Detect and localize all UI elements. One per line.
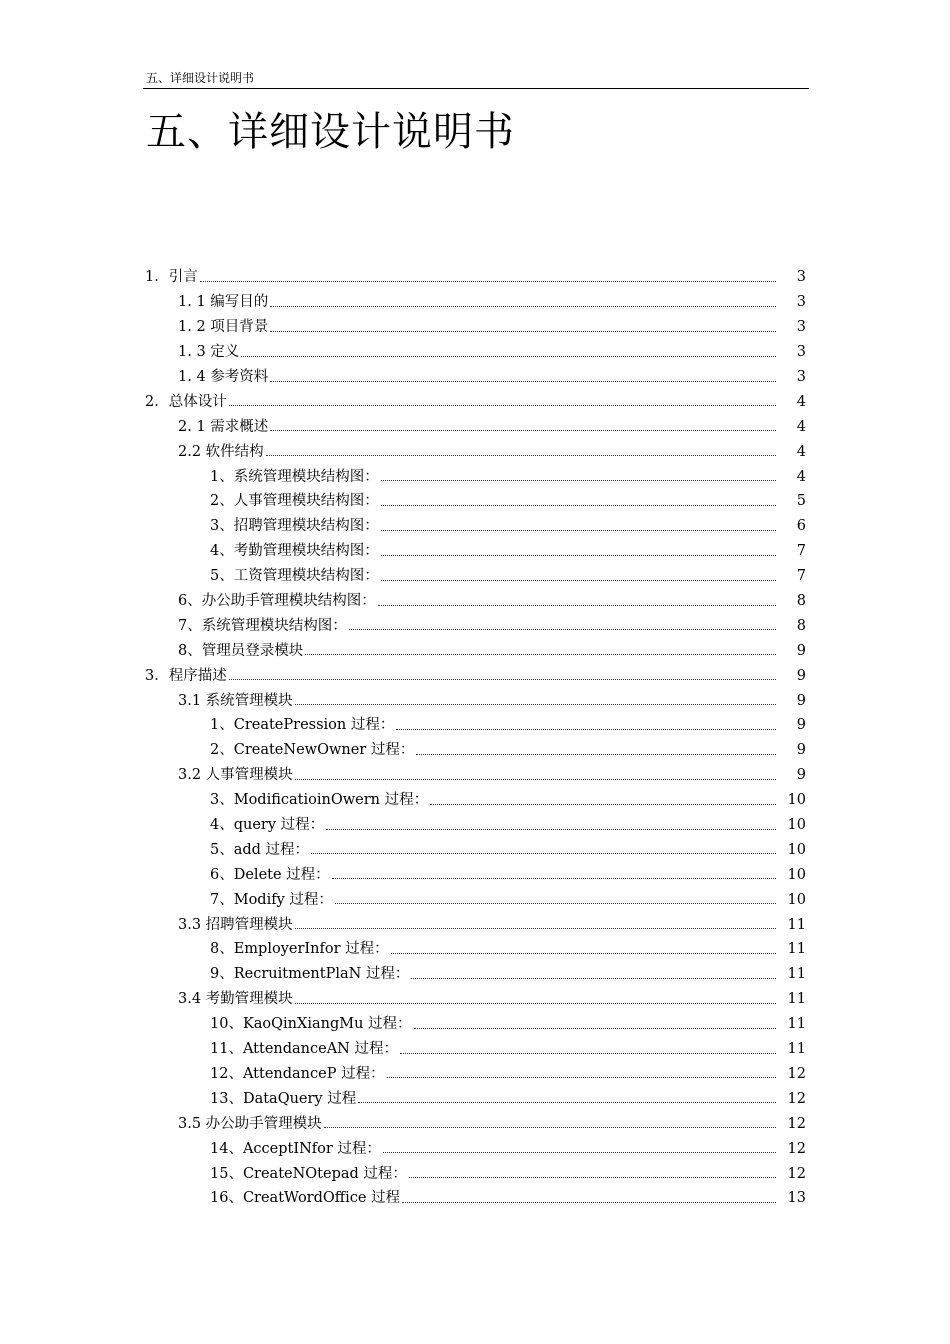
toc-entry-label: 3、招聘管理模块结构图：	[210, 518, 379, 535]
toc-entry-page-number: 12	[787, 1165, 806, 1182]
toc-dot-leader	[270, 369, 776, 382]
toc-entry[interactable]	[0, 1161, 950, 1186]
toc-entry[interactable]	[0, 1111, 950, 1136]
toc-entry[interactable]	[0, 788, 950, 813]
toc-entry-label: 2. 1 需求概述	[178, 418, 269, 435]
toc-entry-label: 2、CreateNewOwner 过程：	[210, 742, 415, 759]
toc-dot-leader	[383, 1140, 776, 1153]
toc-entry-label: 2．总体设计	[145, 393, 227, 410]
toc-entry-label: 8、管理员登录模块	[178, 642, 304, 659]
toc-entry[interactable]	[0, 389, 950, 414]
toc-dot-leader	[358, 1090, 776, 1103]
toc-entry-label: 4、query 过程：	[210, 817, 325, 834]
toc-entry-page-number: 11	[787, 916, 806, 933]
toc-dot-leader	[391, 941, 776, 954]
toc-entry-label: 3.5 办公助手管理模块	[178, 1115, 322, 1132]
toc-entry[interactable]	[0, 514, 950, 539]
toc-entry-label: 3．程序描述	[145, 667, 227, 684]
toc-entry-label: 2.2 软件结构	[178, 443, 264, 460]
toc-dot-leader	[381, 518, 776, 531]
toc-entry[interactable]	[0, 315, 950, 340]
toc-dot-leader	[270, 294, 776, 307]
toc-dot-leader	[381, 568, 776, 581]
toc-dot-leader	[381, 468, 776, 481]
toc-entry-page-number: 12	[787, 1065, 806, 1082]
toc-entry[interactable]	[0, 613, 950, 638]
toc-entry-label: 6、办公助手管理模块结构图：	[178, 593, 376, 610]
toc-entry-page-number: 9	[796, 642, 806, 659]
toc-entry-page-number: 10	[787, 841, 806, 858]
toc-dot-leader	[326, 817, 776, 830]
toc-entry-label: 5、add 过程：	[210, 841, 310, 858]
toc-entry-page-number: 11	[787, 966, 806, 983]
toc-entry-page-number: 10	[787, 792, 806, 809]
toc-entry-label: 14、AcceptINfor 过程：	[210, 1140, 381, 1157]
toc-entry[interactable]	[0, 1037, 950, 1062]
toc-dot-leader	[295, 767, 776, 780]
toc-entry-label: 10、KaoQinXiangMu 过程：	[210, 1016, 412, 1033]
toc-entry-label: 7、Modify 过程：	[210, 891, 333, 908]
table-of-contents	[0, 265, 950, 1211]
toc-entry-page-number: 3	[796, 319, 806, 336]
toc-dot-leader	[229, 393, 776, 406]
toc-entry-label: 1．引言	[145, 269, 198, 286]
toc-entry-page-number: 3	[796, 344, 806, 361]
toc-entry[interactable]	[0, 414, 950, 439]
toc-entry-page-number: 3	[796, 369, 806, 385]
toc-entry[interactable]	[0, 1136, 950, 1161]
toc-dot-leader	[335, 891, 776, 904]
toc-entry-page-number: 4	[796, 468, 806, 485]
toc-dot-leader	[241, 344, 776, 357]
toc-dot-leader	[414, 1016, 776, 1029]
toc-dot-leader	[332, 866, 776, 879]
toc-entry-page-number: 4	[796, 418, 806, 435]
document-title: 五、详细设计说明书	[146, 109, 515, 155]
toc-entry-label: 7、系统管理模块结构图：	[178, 617, 347, 634]
toc-dot-leader	[324, 1115, 776, 1128]
toc-dot-leader	[378, 593, 776, 606]
toc-entry-page-number: 11	[787, 1016, 806, 1033]
toc-entry-page-number: 5	[796, 493, 806, 510]
toc-entry-label: 15、CreateNOtepad 过程：	[210, 1165, 407, 1182]
toc-entry[interactable]	[0, 738, 950, 763]
toc-entry[interactable]	[0, 688, 950, 713]
toc-entry-page-number: 9	[796, 717, 806, 734]
toc-entry-label: 6、Delete 过程：	[210, 866, 330, 883]
toc-entry[interactable]	[0, 713, 950, 738]
toc-entry-page-number: 7	[796, 568, 806, 585]
toc-entry[interactable]	[0, 663, 950, 688]
toc-dot-leader	[200, 269, 776, 282]
toc-entry[interactable]	[0, 439, 950, 464]
toc-dot-leader	[400, 1041, 776, 1054]
toc-entry-label: 12、AttendanceP 过程：	[210, 1065, 385, 1082]
toc-dot-leader	[416, 742, 776, 755]
toc-entry[interactable]	[0, 962, 950, 987]
toc-entry-page-number: 9	[796, 667, 806, 684]
toc-entry-label: 1. 1 编写目的	[178, 294, 269, 311]
toc-entry-label: 11、AttendanceAN 过程：	[210, 1041, 398, 1058]
toc-dot-leader	[396, 717, 776, 730]
toc-entry[interactable]	[0, 638, 950, 663]
toc-entry-page-number: 12	[787, 1115, 806, 1132]
toc-entry-label: 1. 2 项目背景	[178, 319, 269, 336]
toc-entry-page-number: 11	[787, 991, 806, 1008]
toc-entry[interactable]	[0, 464, 950, 489]
toc-entry-page-number: 3	[796, 294, 806, 311]
toc-entry[interactable]	[0, 862, 950, 887]
toc-entry-label: 3.1 系统管理模块	[178, 692, 293, 709]
toc-entry-page-number: 8	[796, 593, 806, 610]
toc-entry-label: 5、工资管理模块结构图：	[210, 568, 379, 585]
toc-entry[interactable]	[0, 837, 950, 862]
toc-entry-page-number: 10	[787, 891, 806, 908]
toc-entry-label: 1. 4 参考资料	[178, 369, 269, 385]
toc-dot-leader	[270, 319, 776, 332]
running-header: 五、详细设计说明书	[146, 71, 255, 85]
toc-entry[interactable]	[0, 489, 950, 514]
toc-entry-page-number: 4	[796, 393, 806, 410]
toc-dot-leader	[387, 1065, 776, 1078]
toc-entry-page-number: 10	[787, 866, 806, 883]
toc-entry-page-number: 8	[796, 617, 806, 634]
toc-entry[interactable]	[0, 1186, 950, 1211]
toc-entry[interactable]	[0, 1012, 950, 1037]
toc-entry-label: 2、人事管理模块结构图：	[210, 493, 379, 510]
toc-dot-leader	[295, 991, 776, 1004]
toc-entry[interactable]	[0, 1062, 950, 1087]
toc-dot-leader	[270, 418, 776, 431]
toc-dot-leader	[266, 443, 776, 456]
toc-entry-page-number: 9	[796, 692, 806, 709]
toc-dot-leader	[430, 792, 776, 805]
toc-entry-label: 3.3 招聘管理模块	[178, 916, 293, 933]
toc-entry-page-number: 7	[796, 543, 806, 560]
toc-entry[interactable]	[0, 1086, 950, 1111]
toc-dot-leader	[381, 493, 776, 506]
toc-entry[interactable]	[0, 539, 950, 564]
toc-entry-page-number: 10	[787, 817, 806, 834]
toc-dot-leader	[349, 617, 776, 630]
toc-dot-leader	[305, 642, 776, 655]
toc-entry-label: 4、考勤管理模块结构图：	[210, 543, 379, 560]
toc-dot-leader	[381, 543, 776, 556]
toc-entry-page-number: 9	[796, 742, 806, 759]
toc-entry-page-number: 13	[787, 1190, 806, 1207]
toc-entry[interactable]	[0, 912, 950, 937]
toc-entry[interactable]	[0, 589, 950, 614]
toc-entry-label: 1、CreatePression 过程：	[210, 717, 395, 734]
toc-entry-page-number: 12	[787, 1090, 806, 1107]
toc-entry-label: 16、CreatWordOffice 过程	[210, 1190, 401, 1207]
toc-dot-leader	[229, 667, 776, 680]
toc-entry-page-number: 11	[787, 1041, 806, 1058]
toc-entry-label: 9、RecruitmentPlaN 过程：	[210, 966, 410, 983]
toc-entry-label: 8、EmployerInfor 过程：	[210, 941, 389, 958]
toc-entry[interactable]	[0, 340, 950, 365]
toc-entry-label: 1、系统管理模块结构图：	[210, 468, 379, 485]
toc-entry[interactable]	[0, 937, 950, 962]
toc-dot-leader	[295, 916, 776, 929]
toc-entry-label: 3、ModificatioinOwern 过程：	[210, 792, 429, 809]
toc-entry[interactable]	[0, 887, 950, 912]
toc-entry[interactable]	[0, 763, 950, 788]
toc-entry[interactable]	[0, 987, 950, 1012]
toc-entry-label: 13、DataQuery 过程	[210, 1090, 357, 1107]
toc-dot-leader	[409, 1165, 776, 1178]
toc-entry-label: 3.4 考勤管理模块	[178, 991, 293, 1008]
toc-dot-leader	[402, 1190, 776, 1203]
toc-entry-label: 3.2 人事管理模块	[178, 767, 293, 784]
toc-entry-page-number: 11	[787, 941, 806, 958]
header-rule	[143, 88, 809, 89]
toc-entry[interactable]	[0, 813, 950, 838]
toc-dot-leader	[411, 966, 776, 979]
toc-entry[interactable]	[0, 564, 950, 589]
toc-entry-page-number: 3	[796, 269, 806, 286]
toc-entry-page-number: 6	[796, 518, 806, 535]
toc-entry[interactable]	[0, 290, 950, 315]
toc-entry[interactable]	[0, 265, 950, 290]
toc-entry-page-number: 4	[796, 443, 806, 460]
toc-dot-leader	[295, 692, 776, 705]
toc-entry-page-number: 9	[796, 767, 806, 784]
toc-entry-label: 1. 3 定义	[178, 344, 240, 361]
toc-entry[interactable]	[0, 365, 950, 390]
toc-dot-leader	[311, 841, 776, 854]
toc-entry-page-number: 12	[787, 1140, 806, 1157]
